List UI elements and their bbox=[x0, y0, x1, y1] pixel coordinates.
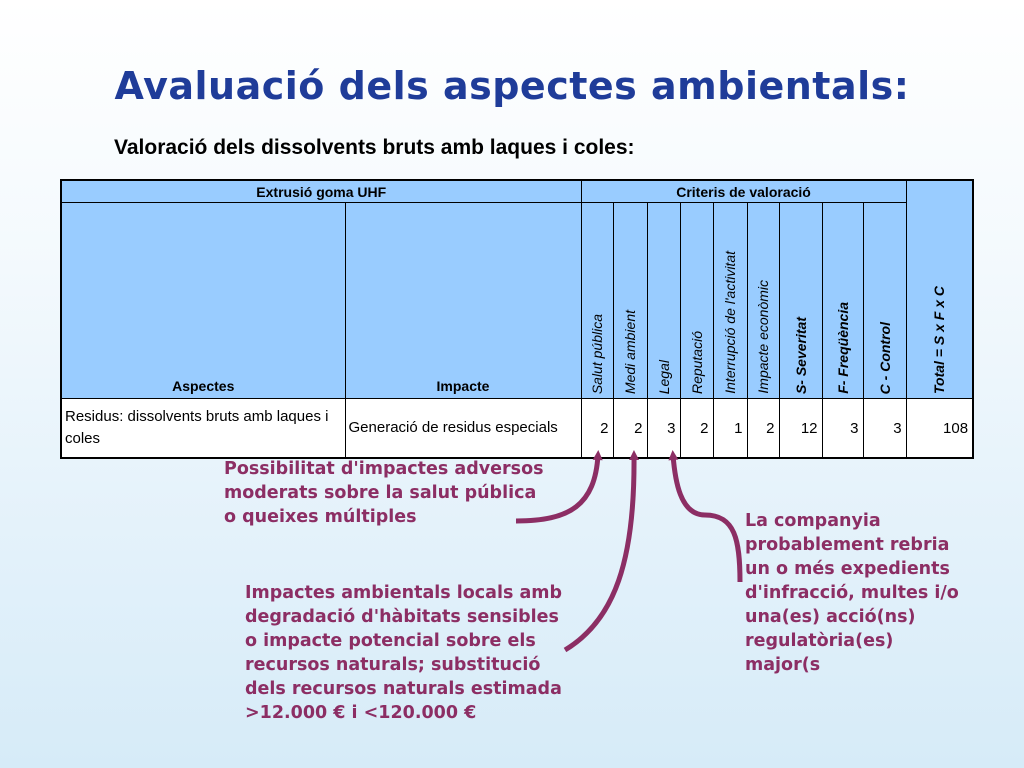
criteria-label: Impacte econòmic bbox=[755, 280, 771, 394]
cell-salut-publica: 2 bbox=[581, 399, 613, 459]
cell-total: 108 bbox=[906, 399, 973, 459]
cell-impacte-economic: 2 bbox=[747, 399, 779, 459]
criteria-label: Legal bbox=[655, 359, 672, 394]
arrow-medi bbox=[565, 455, 634, 650]
criteria-label: S- Severitat bbox=[792, 316, 809, 394]
criteria-label: Medi ambient bbox=[622, 309, 638, 394]
cell-frequencia: 3 bbox=[822, 399, 863, 459]
note-medi: Impactes ambientals locals amb degradació d'hàbitats sensibles o impacte potencial sobre els recursos naturals; substitució dels recursos naturals estimada >12.000 € i <120.000 € bbox=[245, 583, 563, 723]
slide-subtitle: Valoració dels dissolvents bruts amb laques i coles: bbox=[114, 136, 635, 159]
criteria-label: Interrupció de l'activitat bbox=[722, 251, 738, 394]
header-criteris: Criteris de valoració bbox=[581, 180, 906, 203]
cell-medi-ambient: 2 bbox=[613, 399, 647, 459]
arrow-legal bbox=[673, 455, 740, 582]
note-legal: La companyia probablement rebria un o més expedients d'infracció, multes i/o una(es) acció(ns) regulatòria(es) major(s bbox=[745, 511, 959, 675]
header-extrusio: Extrusió goma UHF bbox=[61, 180, 581, 203]
cell-aspecte: Residus: dissolvents bruts amb laques i coles bbox=[61, 399, 345, 459]
criteria-label: Salut pública bbox=[589, 313, 605, 394]
cell-legal: 3 bbox=[647, 399, 680, 459]
cell-control: 3 bbox=[863, 399, 906, 459]
note-salut: Possibilitat d'impactes adversos moderats sobre la salut pública o queixes múltiples bbox=[224, 459, 544, 527]
header-aspectes: Aspectes bbox=[61, 203, 345, 399]
criteria-label: C - Control bbox=[876, 321, 893, 394]
cell-impacte: Generació de residus especials bbox=[345, 399, 581, 459]
total-label: Total = S x F x C bbox=[931, 285, 948, 394]
cell-interrupcio: 1 bbox=[713, 399, 747, 459]
criteria-label: Reputació bbox=[688, 330, 705, 394]
header-impacte: Impacte bbox=[345, 203, 581, 399]
cell-reputacio: 2 bbox=[680, 399, 713, 459]
cell-severitat: 12 bbox=[779, 399, 822, 459]
criteria-label: F- Freqüència bbox=[834, 302, 851, 394]
slide-title: Avaluació dels aspectes ambientals: bbox=[114, 64, 910, 108]
